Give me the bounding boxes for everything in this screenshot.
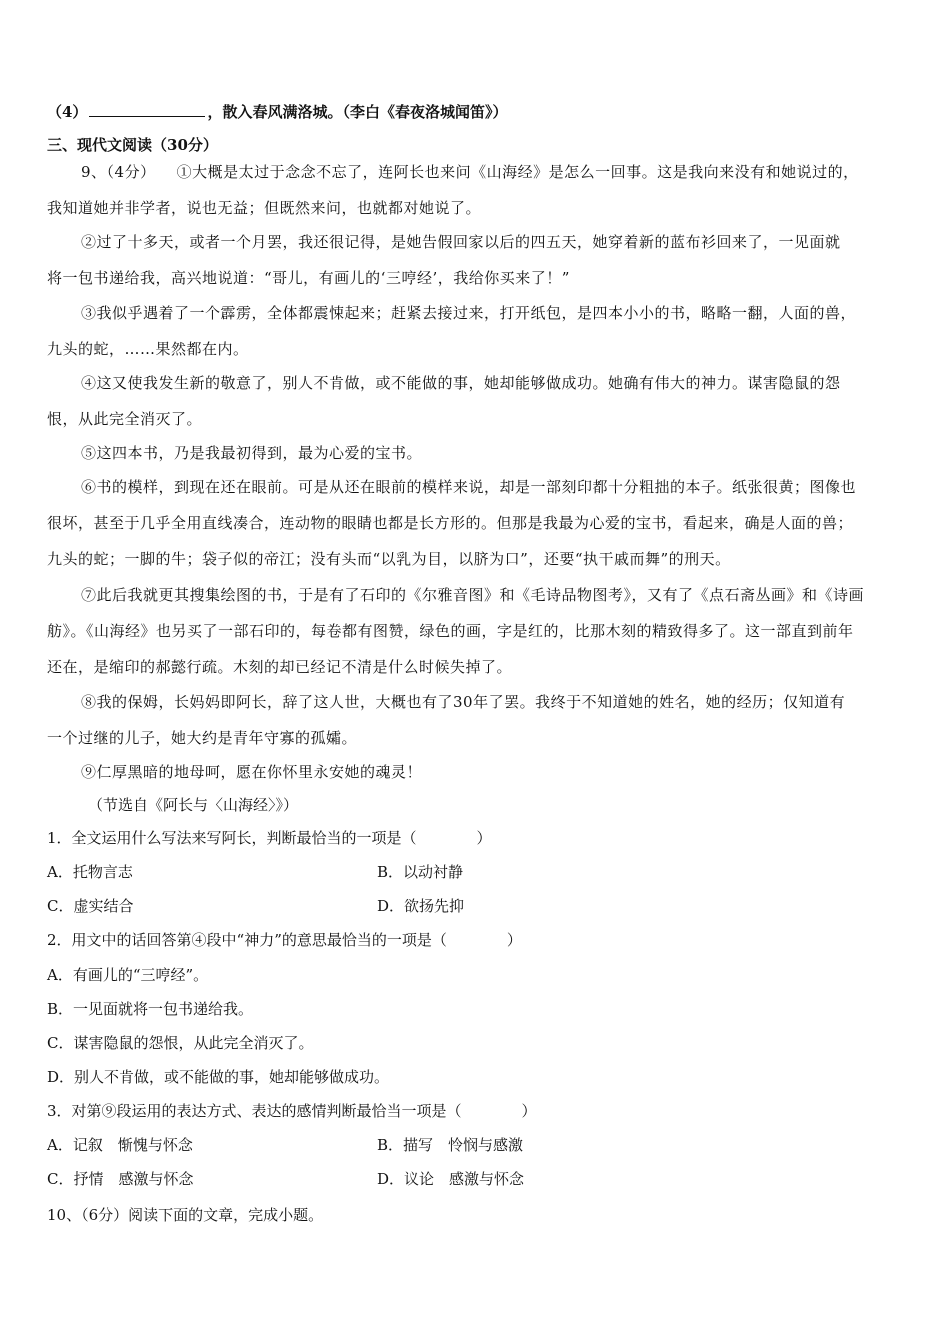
option-c[interactable]: C．谋害隐鼠的怨恨，从此完全消灭了。 (47, 1034, 314, 1052)
passage-source: （节选自《阿长与〈山海经〉》） (88, 796, 299, 814)
option-c[interactable]: C．虚实结合 (47, 897, 134, 915)
passage-line: 恨，从此完全消灭了。 (47, 410, 203, 428)
passage-paragraph-4: ④这又使我发生新的敬意了，别人不肯做，或不能做的事，她却能够做成功。她确有伟大的神力。谋害隐鼠的怨 (81, 374, 841, 392)
option-b[interactable]: B．描写 怜悯与感激 (377, 1136, 524, 1154)
passage-line: 我知道她并非学者，说也无益；但既然来问，也就都对她说了。 (47, 199, 482, 217)
option-d[interactable]: D．欲扬先抑 (377, 897, 465, 915)
passage-paragraph-5: ⑤这四本书，乃是我最初得到，最为心爱的宝书。 (81, 444, 423, 462)
poem-line-text: ，散入春风满洛城。（李白《春夜洛城闻笛》） (207, 103, 508, 121)
question-number: （4） (47, 103, 88, 121)
passage-paragraph-6: ⑥书的模样，到现在还在眼前。可是从还在眼前的模样来说，却是一部刻印都十分粗拙的本子。纸张很黄；图像也 (81, 478, 857, 496)
passage-paragraph-3: ③我似乎遇着了一个霹雳，全体都震悚起来；赶紧去接过来，打开纸包，是四本小小的书，略略一翻，人面的兽， (81, 304, 857, 322)
passage-paragraph-7: ⑦此后我就更其搜集绘图的书，于是有了石印的《尔雅音图》和《毛诗品物图考》，又有了《点石斋丛画》和《诗画 (81, 586, 865, 604)
question-header: 10、（6分）阅读下面的文章，完成小题。 (47, 1206, 324, 1224)
passage-line: 舫》。《山海经》也另买了一部石印的，每卷都有图赞，绿色的画，字是红的，比那木刻的精致得多了。这一部直到前年 (47, 622, 854, 640)
passage-paragraph-9: ⑨仁厚黑暗的地母呵，愿在你怀里永安她的魂灵！ (81, 763, 423, 781)
question-stem: 1．全文运用什么写法来写阿长，判断最恰当的一项是（ ） (47, 829, 492, 847)
option-d[interactable]: D．别人不肯做，或不能做的事，她却能够做成功。 (47, 1068, 390, 1086)
option-b[interactable]: B．一见面就将一包书递给我。 (47, 1000, 254, 1018)
option-row (47, 1169, 525, 1189)
option-a[interactable]: A．托物言志 (47, 863, 133, 881)
section-title: 三、现代文阅读（30分） (47, 136, 218, 154)
question-header: 9、（4分） (81, 163, 156, 181)
answer-blank[interactable] (89, 102, 205, 117)
passage-paragraph-2: ②过了十多天，或者一个月罢，我还很记得，是她告假回家以后的四五天，她穿着新的蓝布衫回来了，一见面就 (81, 233, 841, 251)
option-c[interactable]: C．抒情 感激与怀念 (47, 1170, 194, 1188)
passage-line: 还在，是缩印的郝懿行疏。木刻的却已经记不清是什么时候失掉了。 (47, 658, 513, 676)
option-row (47, 1135, 524, 1155)
passage-line: 一个过继的儿子，她大约是青年守寡的孤孀。 (47, 729, 358, 747)
poem-fill-question (47, 102, 507, 122)
option-a[interactable]: A．记叙 惭愧与怀念 (47, 1136, 193, 1154)
passage-line: 很坏，甚至于几乎全用直线凑合，连动物的眼睛也都是长方形的。但那是我最为心爱的宝书，看起来，确是人面的兽； (47, 514, 854, 532)
option-row (47, 896, 465, 916)
passage-line: 将一包书递给我，高兴地说道：“哥儿，有画儿的‘三哼经’，我给你买来了！” (47, 269, 570, 287)
passage-paragraph-8: ⑧我的保姆，长妈妈即阿长，辞了这人世，大概也有了30年了罢。我终于不知道她的姓名，她的经历；仅知道有 (81, 693, 846, 711)
passage-line: 九头的蛇，……果然都在内。 (47, 340, 249, 358)
option-d[interactable]: D．议论 感激与怀念 (377, 1170, 525, 1188)
option-a[interactable]: A．有画儿的“三哼经”。 (47, 966, 209, 984)
option-row (47, 862, 464, 882)
question-stem: 2．用文中的话回答第④段中“神力”的意思最恰当的一项是（ ） (47, 931, 522, 949)
question-stem: 3．对第⑨段运用的表达方式、表达的感情判断最恰当一项是（ ） (47, 1102, 537, 1120)
option-b[interactable]: B．以动衬静 (377, 863, 464, 881)
passage-line: 九头的蛇；一脚的牛；袋子似的帝江；没有头而“以乳为目，以脐为口”，还要“执干戚而舞”的刑天。 (47, 550, 731, 568)
passage-paragraph-1: 9、（4分） ①大概是太过于念念不忘了，连阿长也来问《山海经》是怎么一回事。这是我向来没有和她说过的， (81, 163, 859, 181)
